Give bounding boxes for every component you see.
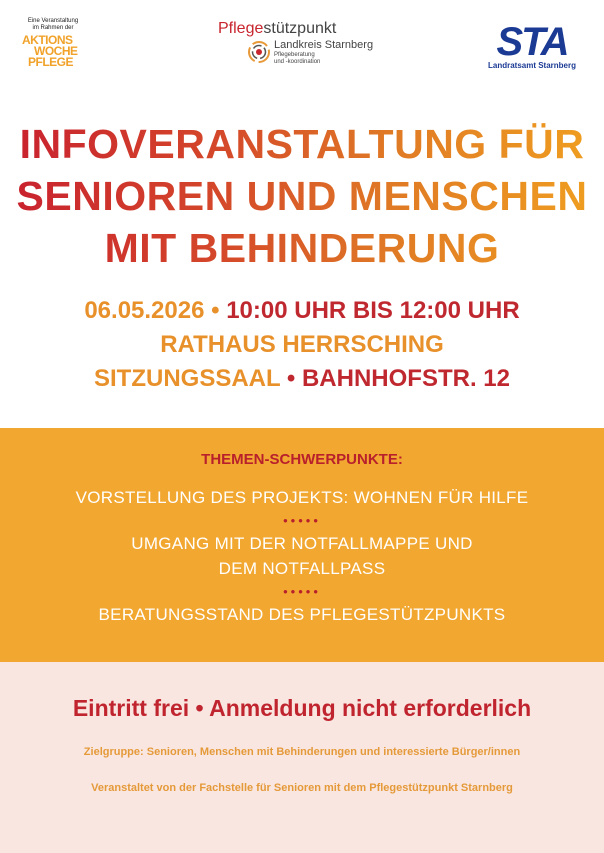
event-address: BAHNHOFSTR. 12 — [301, 365, 510, 392]
organizer-note: Veranstaltet von der Fachstelle für Senioren mit dem Pflegestützpunkt Starnberg — [91, 782, 513, 794]
pflegestuetzpunkt-emblem-icon — [248, 41, 270, 63]
event-date: 06.05.2026 — [84, 297, 205, 324]
footer-main-line — [0, 694, 604, 722]
aktionswoche-line3: PFLEGE — [28, 55, 74, 69]
entry-free: Eintritt frei — [72, 695, 190, 721]
aktionswoche-intro-2: im Rahmen der — [32, 25, 74, 31]
topic-divider-1: ••••• — [283, 513, 321, 528]
event-place: RATHAUS HERRSCHING — [160, 331, 444, 358]
pflegestuetzpunkt-subtitle: Landkreis Starnberg — [274, 39, 374, 51]
aktionswoche-line1: AKTIONS — [22, 33, 73, 47]
aktionswoche-line2: WOCHE — [34, 44, 78, 58]
topic-divider-2: ••••• — [283, 584, 321, 599]
event-separator-2: • — [286, 365, 296, 392]
pflegestuetzpunkt-tag2: und -koordination — [274, 59, 321, 65]
pflegestuetzpunkt-title-part1: Pflege — [218, 20, 264, 37]
event-time-start: 10:00 UHR — [226, 297, 347, 324]
footer-separator: • — [195, 695, 204, 721]
event-separator: • — [211, 297, 220, 324]
header — [0, 0, 604, 95]
event-room: SITZUNGSSAAL — [93, 365, 281, 392]
aktionswoche-pflege-logo — [22, 18, 112, 68]
event-details — [0, 294, 604, 396]
sta-mark: STA — [496, 20, 568, 64]
registration-note: Anmeldung nicht erforderlich — [209, 695, 532, 721]
topic-item-3: BERATUNGSSTAND DES PFLEGESTÜTZPUNKTS — [98, 605, 506, 624]
title-line-3: MIT BEHINDERUNG — [104, 225, 500, 271]
page-title — [0, 118, 604, 274]
pflegestuetzpunkt-tag1: Pflegeberatung — [274, 52, 315, 58]
audience-note: Zielgruppe: Senioren, Menschen mit Behinderungen und interessierte Bürger/innen — [83, 746, 521, 758]
event-bis: BIS — [352, 297, 393, 324]
topic-item-1: VORSTELLUNG DES PROJEKTS: WOHNEN FÜR HILFE — [75, 488, 529, 507]
aktionswoche-intro-1: Eine Veranstaltung — [27, 18, 79, 24]
topic-item-2-line1: UMGANG MIT DER NOTFALLMAPPE UND — [131, 534, 473, 553]
pflegestuetzpunkt-logo — [218, 20, 393, 66]
pflegestuetzpunkt-title — [218, 20, 393, 38]
title-line-2: SENIOREN UND MENSCHEN — [16, 173, 588, 219]
event-datetime — [0, 294, 604, 328]
title-line-1: INFOVERANSTALTUNG FÜR — [19, 121, 585, 167]
aktionswoche-wordmark — [22, 35, 112, 68]
pflegestuetzpunkt-title-part2: stützpunkt — [263, 20, 337, 37]
sta-subtitle: Landratsamt Starnberg — [487, 61, 577, 70]
topics-heading: THEMEN-SCHWERPUNKTE: — [201, 451, 403, 468]
event-room-address — [0, 362, 604, 396]
footer-section — [0, 662, 604, 853]
topic-item-2-line2: DEM NOTFALLPASS — [218, 559, 386, 578]
sta-logo — [480, 20, 584, 70]
topics-section — [0, 428, 604, 662]
event-time-end: 12:00 UHR — [399, 297, 520, 324]
pflegestuetzpunkt-sub-row — [218, 39, 393, 66]
